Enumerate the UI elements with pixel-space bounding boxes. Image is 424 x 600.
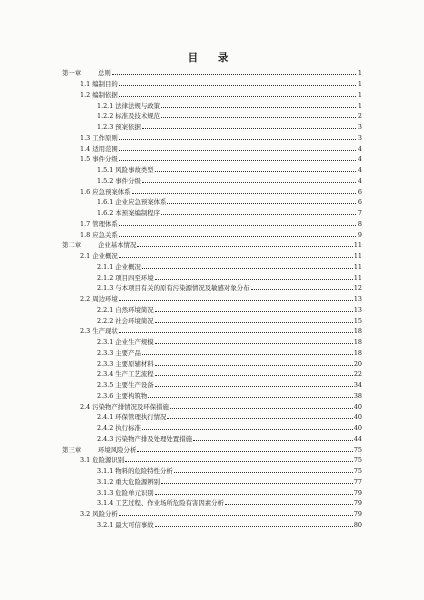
toc-subsection-entry [62, 432, 362, 443]
toc-entry-text: 2.1.3 与本项目有关的原有污染源情况及敏感对象分布 [97, 284, 250, 293]
toc-entry-label [97, 275, 154, 281]
toc-entry-text: 1.2.1 法律法规与政策 [97, 101, 161, 110]
toc-page-number: 40 [353, 413, 362, 422]
toc-page-number: 12 [353, 284, 362, 293]
toc-entry-label [80, 404, 169, 410]
toc-page-number: 2 [357, 112, 362, 121]
toc-subsection-entry [62, 270, 362, 281]
toc-entry-label [80, 146, 118, 152]
toc-page-number: 6 [357, 198, 362, 207]
toc-entry-text: 3.1.3 危险单元识别 [97, 488, 154, 497]
toc-dot-leader [125, 461, 353, 462]
toc-dot-leader [193, 440, 353, 441]
toc-entry-text: 1.4 适用范围 [80, 144, 118, 153]
toc-entry-label [97, 468, 173, 474]
toc-dot-leader [137, 451, 353, 452]
toc-entry-label [97, 113, 160, 119]
toc-entry-label [97, 210, 160, 216]
toc-dot-leader [119, 85, 356, 86]
toc-dot-leader [112, 74, 356, 75]
toc-page-number: 11 [353, 241, 362, 250]
toc-dot-leader [251, 289, 353, 290]
toc-dot-leader [155, 375, 353, 376]
toc-subsection-entry [62, 389, 362, 400]
toc-section-entry [62, 88, 362, 99]
toc-page-number: 1 [357, 80, 362, 89]
toc-entry-text: 1.2 编制依据 [80, 90, 118, 99]
toc-dot-leader [142, 354, 353, 355]
toc-entry-label [62, 447, 136, 453]
toc-dot-leader [119, 139, 356, 140]
toc-subsection-entry [62, 335, 362, 346]
toc-dot-leader [119, 300, 353, 301]
toc-subsection-entry [62, 313, 362, 324]
toc-page-number: 20 [353, 359, 362, 368]
toc-subsection-entry [62, 518, 362, 529]
toc-page-number: 7 [357, 209, 362, 218]
toc-entry-text: 2.4.1 环保管理执行情况 [97, 413, 167, 422]
toc-subsection-entry [62, 120, 362, 131]
toc-entry-label [80, 253, 118, 259]
toc-chapter-entry [62, 66, 362, 77]
toc-page-number: 1 [357, 90, 362, 99]
toc-chapter-number: 第三章 [62, 445, 82, 454]
toc-entry-text: 1.6 应急预案体系 [80, 187, 131, 196]
toc-page-number: 38 [353, 391, 362, 400]
toc-entry-text: 2.4.3 污染物产排及处理处置措施 [97, 434, 192, 443]
toc-subsection-entry [62, 475, 362, 486]
toc-page-number: 79 [353, 510, 362, 519]
toc-page-number: 40 [353, 402, 362, 411]
toc-dot-leader [119, 150, 356, 151]
toc-page-number: 18 [353, 348, 362, 357]
toc-entry-label [97, 285, 250, 291]
toc-page-number: 75 [353, 445, 362, 454]
toc-dot-leader [119, 96, 356, 97]
toc-subsection-entry [62, 485, 362, 496]
toc-entry-label [97, 371, 154, 377]
toc-subsection-entry [62, 281, 362, 292]
toc-entry-text: 2.1.1 企业概况 [97, 262, 141, 271]
toc-section-entry [62, 399, 362, 410]
toc-page-number: 18 [353, 327, 362, 336]
toc-page-number: 13 [353, 295, 362, 304]
toc-page-number: 75 [353, 467, 362, 476]
toc-page-number: 40 [353, 424, 362, 433]
toc-page-number: 80 [353, 520, 362, 529]
toc-page-number: 34 [353, 381, 362, 390]
toc-subsection-entry [62, 410, 362, 421]
toc-entry-text: 2.1 企业概况 [80, 252, 118, 261]
toc-section-entry [62, 217, 362, 228]
toc-entry-label [97, 318, 154, 324]
toc-entry-label [62, 242, 136, 248]
toc-subsection-entry [62, 109, 362, 120]
toc-dot-leader [155, 171, 356, 172]
toc-dot-leader [167, 203, 356, 204]
toc-entry-text: 2.3.3 主要原辅材料 [97, 359, 154, 368]
toc-chapter-entry [62, 442, 362, 453]
toc-entry-label [97, 339, 154, 345]
toc-entry-label [97, 425, 141, 431]
toc-entry-text: 2.3.4 生产工艺流程 [97, 370, 154, 379]
toc-subsection-entry [62, 206, 362, 217]
toc-entry-label [97, 307, 154, 313]
toc-entry-text: 2.2.1 自然环境简况 [97, 305, 154, 314]
toc-page-number: 9 [357, 230, 362, 239]
toc-page-number: 4 [357, 155, 362, 164]
toc-entry-label [97, 436, 192, 442]
toc-dot-leader [161, 483, 353, 484]
toc-section-entry [62, 141, 362, 152]
toc-dot-leader [119, 257, 353, 258]
toc-page-number: 22 [353, 370, 362, 379]
toc-page-number: 8 [357, 219, 362, 228]
toc-entry-text: 1.7 管理体系 [80, 219, 118, 228]
toc-page-number: 13 [353, 305, 362, 314]
toc-chapter-number: 第一章 [62, 69, 82, 78]
toc-dot-leader [155, 365, 353, 366]
toc-title: 目 录 [187, 52, 237, 64]
toc-entry-text: 企业基本情况 [98, 241, 137, 250]
toc-page-number: 11 [353, 262, 362, 271]
toc-entry-text: 1.8 应急关系 [80, 230, 118, 239]
toc-entry-text: 1.2.3 预案依据 [97, 123, 141, 132]
toc-page-number: 79 [353, 488, 362, 497]
toc-subsection-entry [62, 163, 362, 174]
toc-section-entry [62, 131, 362, 142]
toc-entry-label [97, 479, 160, 485]
toc-entry-label [97, 264, 141, 270]
toc-subsection-entry [62, 260, 362, 271]
toc-subsection-entry [62, 464, 362, 475]
toc-entry-label [97, 167, 154, 173]
toc-entry-label [97, 361, 154, 367]
toc-entry-label [97, 414, 166, 420]
toc-subsection-entry [62, 195, 362, 206]
toc-entry-text: 1.5.1 风险事故类型 [97, 166, 154, 175]
toc-entry-text: 总则 [98, 69, 111, 78]
toc-section-entry [62, 227, 362, 238]
toc-dot-leader [142, 429, 353, 430]
toc-dot-leader [161, 117, 356, 118]
toc-page-number: 1 [357, 69, 362, 78]
toc-page-number: 79 [353, 499, 362, 508]
toc-subsection-entry [62, 356, 362, 367]
toc-page-number: 4 [357, 176, 362, 185]
toc-entry-text: 环境风险分析 [98, 445, 137, 454]
toc-entry-text: 1.3 工作原则 [80, 133, 118, 142]
toc-entry-label [97, 199, 166, 205]
toc-section-entry [62, 507, 362, 518]
toc-entry-label [80, 328, 118, 334]
toc-dot-leader [174, 472, 353, 473]
toc-dot-leader [155, 386, 353, 387]
toc-chapter-entry [62, 238, 362, 249]
toc-page-number: 6 [357, 187, 362, 196]
toc-entry-label [80, 221, 118, 227]
toc-dot-leader [119, 515, 353, 516]
toc-entry-text: 2.4.2 执行标准 [97, 424, 141, 433]
toc-subsection-entry [62, 98, 362, 109]
toc-entry-text: 3.2.1 最大可信事故 [97, 520, 154, 529]
toc-entry-label [62, 70, 111, 76]
toc-section-entry [62, 249, 362, 260]
toc-entry-label [97, 178, 141, 184]
toc-entry-text: 2.3.1 企业生产规模 [97, 338, 154, 347]
toc-entry-label [97, 393, 147, 399]
toc-entry-text: 1.2.2 标准及技术规范 [97, 112, 161, 121]
toc-dot-leader [155, 279, 353, 280]
toc-subsection-entry [62, 346, 362, 357]
toc-subsection-entry [62, 303, 362, 314]
toc-section-entry [62, 152, 362, 163]
toc-entry-text: 3.1 危险源识别 [80, 456, 125, 465]
toc-entry-text: 2.3.5 主要生产设备 [97, 381, 154, 390]
table-of-contents [62, 66, 362, 528]
toc-entry-label [80, 92, 118, 98]
toc-entry-text: 2.3.3 主要产品 [97, 348, 141, 357]
toc-page-number: 1 [357, 101, 362, 110]
toc-chapter-number: 第二章 [62, 241, 82, 250]
toc-entry-text: 2.1.2 项目四至环境 [97, 273, 154, 282]
toc-page-number: 18 [353, 338, 362, 347]
toc-entry-label [80, 296, 118, 302]
toc-entry-label [80, 457, 124, 463]
toc-dot-leader [142, 182, 356, 183]
toc-entry-label [80, 511, 118, 517]
toc-subsection-entry [62, 378, 362, 389]
toc-section-entry [62, 292, 362, 303]
toc-dot-leader [142, 128, 356, 129]
toc-subsection-entry [62, 421, 362, 432]
toc-page-number: 4 [357, 144, 362, 153]
toc-dot-leader [119, 236, 356, 237]
toc-entry-text: 1.6.2 本预案编制程序 [97, 209, 161, 218]
toc-entry-text: 3.1.1 物料的危险特性分析 [97, 467, 173, 476]
toc-entry-text: 1.5.2 事件分级 [97, 176, 141, 185]
toc-page-number: 3 [357, 123, 362, 132]
toc-dot-leader [137, 246, 353, 247]
toc-dot-leader [155, 322, 353, 323]
toc-section-entry [62, 453, 362, 464]
toc-dot-leader [161, 214, 356, 215]
toc-dot-leader [161, 107, 356, 108]
toc-entry-label [97, 350, 141, 356]
toc-dot-leader [155, 343, 353, 344]
toc-entry-text: 3.1.4 工艺过程、作业场所危险有害因素分析 [97, 499, 224, 508]
toc-entry-label [80, 189, 131, 195]
toc-entry-label [97, 382, 154, 388]
toc-entry-text: 1.6.1 企业应急预案体系 [97, 198, 167, 207]
toc-dot-leader [155, 526, 353, 527]
toc-entry-label [80, 81, 118, 87]
toc-subsection-entry [62, 367, 362, 378]
toc-entry-text: 2.4 污染物产排情况及环保措施 [80, 402, 169, 411]
toc-dot-leader [225, 504, 353, 505]
toc-entry-text: 2.2 周边环境 [80, 295, 118, 304]
toc-page-number: 44 [353, 434, 362, 443]
toc-entry-text: 1.5 事件分级 [80, 155, 118, 164]
toc-page-number: 3 [357, 133, 362, 142]
toc-page-number: 77 [353, 477, 362, 486]
toc-dot-leader [170, 408, 353, 409]
toc-entry-label [80, 135, 118, 141]
toc-dot-leader [119, 332, 353, 333]
toc-section-entry [62, 324, 362, 335]
toc-entry-text: 3.1.2 重大危险源辨别 [97, 477, 161, 486]
toc-dot-leader [167, 418, 352, 419]
toc-dot-leader [148, 397, 353, 398]
toc-dot-leader [132, 193, 356, 194]
toc-entry-label [97, 522, 154, 528]
toc-entry-label [80, 156, 118, 162]
toc-page-number: 15 [353, 316, 362, 325]
toc-page-number: 11 [353, 273, 362, 282]
toc-subsection-entry [62, 496, 362, 507]
toc-entry-label [80, 232, 118, 238]
toc-subsection-entry [62, 174, 362, 185]
toc-page-number: 11 [353, 252, 362, 261]
toc-entry-text: 1.1 编制目的 [80, 80, 118, 89]
toc-entry-text: 2.3 生产现状 [80, 327, 118, 336]
toc-dot-leader [155, 311, 353, 312]
toc-dot-leader [142, 268, 353, 269]
toc-dot-leader [119, 160, 356, 161]
toc-section-entry [62, 184, 362, 195]
toc-entry-text: 2.2.2 社会环境简况 [97, 316, 154, 325]
toc-entry-label [97, 124, 141, 130]
toc-entry-text: 2.3.6 主要构筑物 [97, 391, 148, 400]
toc-entry-label [97, 490, 154, 496]
toc-entry-label [97, 500, 224, 506]
toc-section-entry [62, 77, 362, 88]
toc-page-number: 4 [357, 166, 362, 175]
toc-dot-leader [119, 225, 356, 226]
toc-page-number: 75 [353, 456, 362, 465]
toc-entry-text: 3.2 风险分析 [80, 510, 118, 519]
toc-entry-label [97, 103, 160, 109]
toc-dot-leader [155, 494, 353, 495]
